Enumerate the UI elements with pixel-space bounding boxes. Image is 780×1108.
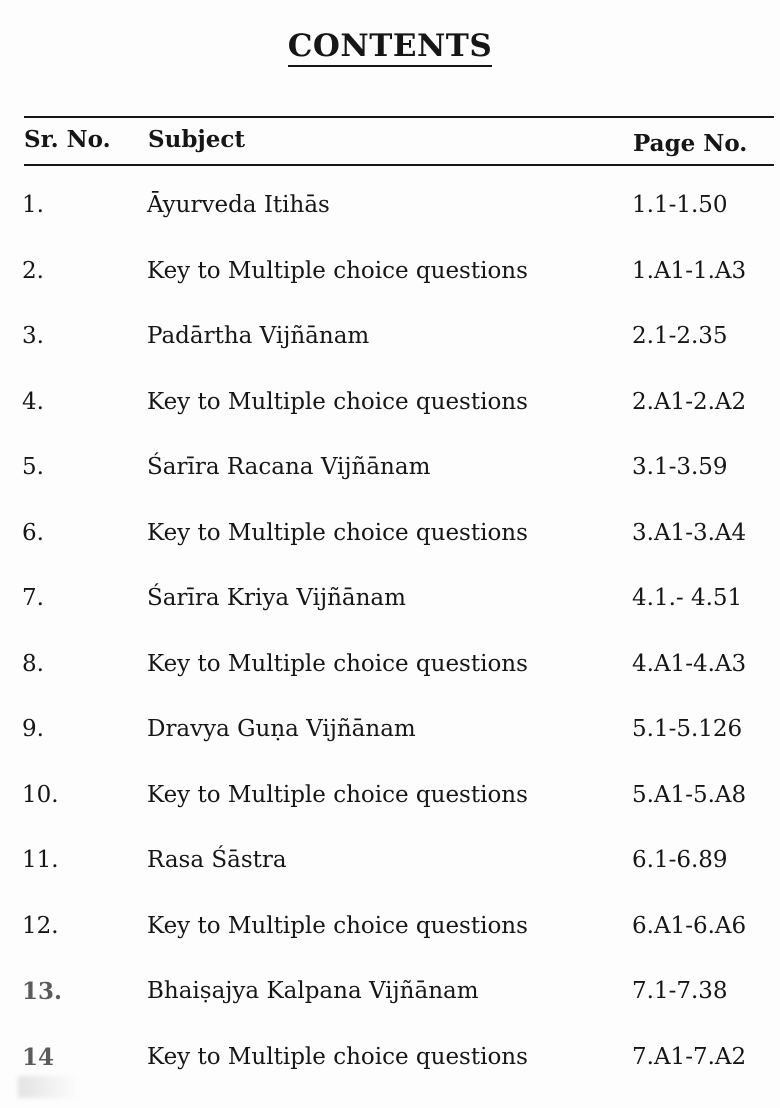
- row-page-range: 1.A1-1.A3: [632, 257, 747, 284]
- row-sr-no: 10.: [22, 781, 59, 808]
- row-subject: Key to Multiple choice questions: [147, 519, 528, 546]
- row-page-range: 3.1-3.59: [632, 454, 728, 480]
- row-page-range: 1.1-1.50: [632, 192, 728, 218]
- table-row: [0, 766, 780, 832]
- row-sr-no: 13.: [22, 978, 63, 1005]
- row-sr-no: 1.: [22, 192, 44, 218]
- row-page-range: 7.1-7.38: [632, 978, 728, 1004]
- row-sr-no: 7.: [22, 585, 44, 611]
- table-header: [0, 124, 780, 160]
- row-sr-no: 12.: [22, 912, 59, 939]
- row-subject: Āyurveda Itihās: [147, 192, 330, 218]
- row-page-range: 5.A1-5.A8: [632, 781, 747, 808]
- row-page-range: 5.1-5.126: [632, 716, 743, 742]
- table-row: [0, 1028, 780, 1094]
- row-subject: Key to Multiple choice questions: [147, 1043, 528, 1070]
- row-subject: Key to Multiple choice questions: [147, 388, 528, 415]
- row-subject: Key to Multiple choice questions: [147, 781, 528, 808]
- table-row: [0, 242, 780, 308]
- table-header-rule: [24, 164, 774, 166]
- row-page-range: 3.A1-3.A4: [632, 519, 747, 546]
- row-sr-no: 14: [22, 1043, 55, 1071]
- table-row: [0, 831, 780, 897]
- contents-heading: CONTENTS: [288, 28, 493, 67]
- row-page-range: 7.A1-7.A2: [632, 1043, 747, 1070]
- header-sr-no: Sr. No.: [24, 126, 111, 153]
- row-sr-no: 4.: [22, 388, 44, 415]
- scan-smudge: [18, 1076, 78, 1098]
- row-page-range: 6.1-6.89: [632, 847, 728, 873]
- table-row: [0, 176, 780, 242]
- table-row: [0, 962, 780, 1028]
- row-sr-no: 8.: [22, 650, 44, 677]
- row-sr-no: 3.: [22, 323, 44, 349]
- row-subject: Key to Multiple choice questions: [147, 912, 528, 939]
- row-page-range: 4.1.- 4.51: [632, 585, 743, 611]
- row-sr-no: 9.: [22, 716, 44, 742]
- row-subject: Rasa Śāstra: [147, 847, 287, 873]
- row-page-range: 6.A1-6.A6: [632, 912, 747, 939]
- page-title: [0, 28, 780, 67]
- row-subject: Bhaiṣajya Kalpana Vijñānam: [147, 978, 479, 1004]
- row-sr-no: 2.: [22, 257, 44, 284]
- row-sr-no: 11.: [22, 847, 59, 873]
- contents-table-body: [0, 176, 780, 1093]
- row-subject: Śarīra Racana Vijñānam: [147, 454, 431, 480]
- table-row: [0, 897, 780, 963]
- row-subject: Śarīra Kriya Vijñānam: [147, 585, 406, 611]
- row-subject: Dravya Guṇa Vijñānam: [147, 716, 416, 742]
- table-row: [0, 438, 780, 504]
- header-subject: Subject: [148, 126, 245, 153]
- table-row: [0, 504, 780, 570]
- table-row: [0, 373, 780, 439]
- header-page-no: Page No.: [633, 130, 748, 157]
- row-subject: Padārtha Vijñānam: [147, 323, 370, 349]
- row-subject: Key to Multiple choice questions: [147, 257, 528, 284]
- row-sr-no: 6.: [22, 519, 44, 546]
- row-page-range: 4.A1-4.A3: [632, 650, 747, 677]
- row-subject: Key to Multiple choice questions: [147, 650, 528, 677]
- row-page-range: 2.1-2.35: [632, 323, 728, 349]
- table-row: [0, 307, 780, 373]
- row-page-range: 2.A1-2.A2: [632, 388, 747, 415]
- table-row: [0, 635, 780, 701]
- table-top-rule: [24, 116, 774, 118]
- row-sr-no: 5.: [22, 454, 44, 480]
- table-row: [0, 569, 780, 635]
- table-row: [0, 700, 780, 766]
